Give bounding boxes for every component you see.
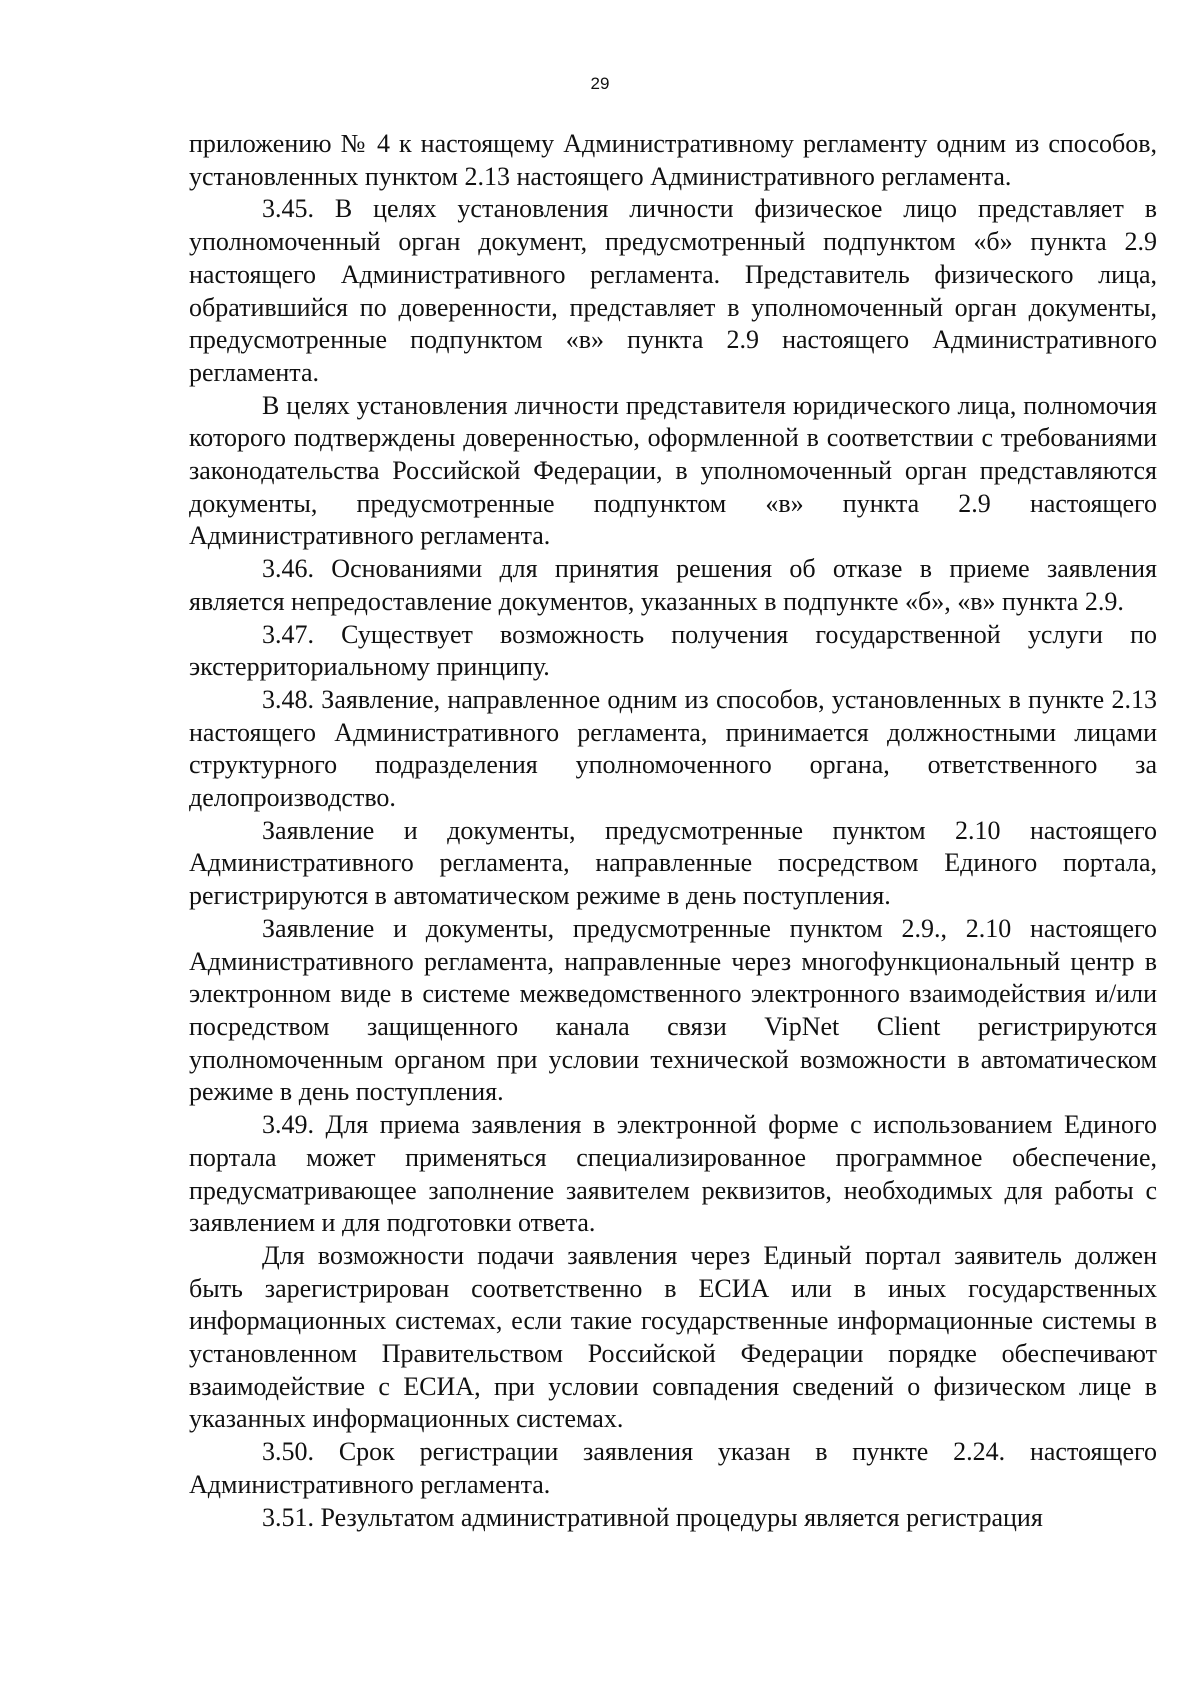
- page-number: 29: [590, 74, 610, 93]
- paragraph-3-51: 3.51. Результатом административной процедуры является регистрация: [262, 1502, 1043, 1532]
- paragraph-3-46: 3.46. Основаниями для принятия решения об отказе в приеме заявления является непредоставление документов, указанных в подпункте «б», «в» пункта 2.9.: [189, 554, 1157, 616]
- paragraph-3-45-legal-entity: В целях установления личности представителя юридического лица, полномочия которого подтверждены доверенностью, оформленной в соответствии с требованиями законодательства Российской Федерации, в уполномоченный орган представляются документы, предусмотренные подпунктом «в» пункта 2.9 настоящего Административного регламента.: [189, 390, 1157, 551]
- paragraph-3-45: 3.45. В целях установления личности физическое лицо представляет в уполномоченный орган документ, предусмотренный подпунктом «б» пункта 2.9 настоящего Административного регламента. Представитель физического лица, обратившийся по доверенности, представляет в уполномоченный орган документы, предусмотренные подпунктом «в» пункта 2.9 настоящего Административного регламента.: [189, 194, 1157, 387]
- paragraph-3-47: 3.47. Существует возможность получения государственной услуги по экстерриториальному принципу.: [189, 619, 1157, 682]
- paragraph-3-50: 3.50. Срок регистрации заявления указан в пункте 2.24. настоящего Административного регламента.: [189, 1437, 1157, 1499]
- paragraph-continuation: приложению № 4 к настоящему Административному регламенту одним из способов, установленных пунктом 2.13 настоящего Административного регламента.: [189, 129, 1157, 191]
- paragraph-3-48-portal: Заявление и документы, предусмотренные пунктом 2.10 настоящего Административного регламента, направленные посредством Единого портала, регистрируются в автоматическом режиме в день поступления.: [189, 815, 1157, 911]
- document-body: [189, 128, 1157, 1534]
- paragraph-3-48-mfc: Заявление и документы, предусмотренные пунктом 2.9., 2.10 настоящего Административного регламента, направленные через многофункциональный центр в электронном виде в системе межведомственного электронного взаимодействия и/или посредством защищенного канала связи VipNet Client регистрируются уполномоченным органом при условии технической возможности в автоматическом режиме в день поступления.: [189, 913, 1157, 1107]
- paragraph-3-49: 3.49. Для приема заявления в электронной форме с использованием Единого портала может применяться специализированное программное обеспечение, предусматривающее заполнение заявителем реквизитов, необходимых для работы с заявлением и для подготовки ответа.: [189, 1110, 1157, 1238]
- paragraph-3-48: 3.48. Заявление, направленное одним из способов, установленных в пункте 2.13 настоящего Административного регламента, принимается должностными лицами структурного подразделения уполномоченного органа, ответственного за делопроизводство.: [189, 684, 1157, 813]
- paragraph-3-49-esia: Для возможности подачи заявления через Единый портал заявитель должен быть зарегистрирован соответственно в ЕСИА или в иных государственных информационных системах, если такие государственные информационные системы в установленном Правительством Российской Федерации порядке обеспечивают взаимодействие с ЕСИА, при условии совпадения сведений о физическом лице в указанных информационных системах.: [189, 1240, 1157, 1434]
